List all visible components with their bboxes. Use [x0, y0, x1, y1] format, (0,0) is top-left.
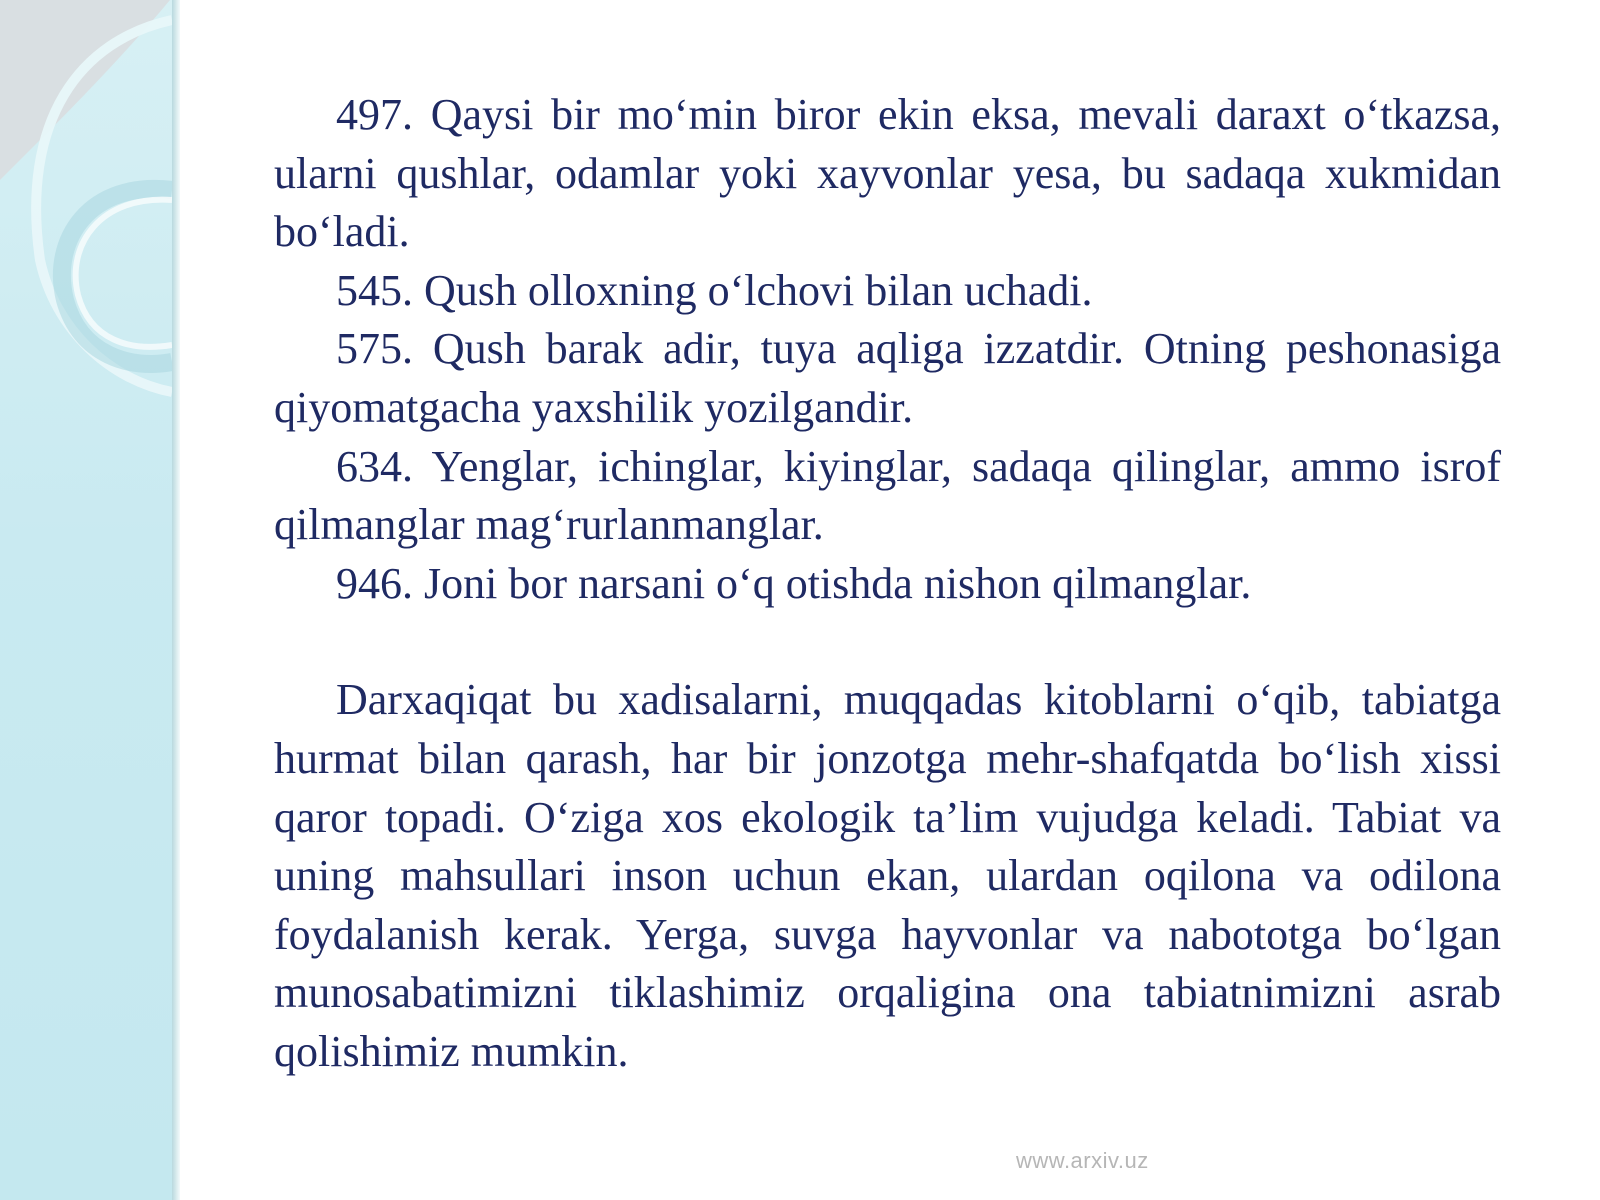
watermark-url: www.arxiv.uz	[1016, 1148, 1149, 1173]
conclusion-paragraph: Darxaqiqat bu xadisalarni, muqqadas kitoblarni o‘qib, tabiatga hurmat bilan qarash, har bir jonzotga mehr-shafqatda bo‘lish xissi qaror topadi. O‘ziga xos ekologik ta’lim vujudga keladi. Tabiat va uning mahsullari inson uchun ekan, ulardan oqilona va odilona foydalanish kerak. Yerga, suvga hayvonlar va nabototga bo‘lgan munosabatimizni tiklashimiz orqaligina ona tabiatnimizni asrab qolishimiz mumkin.	[274, 675, 1501, 1076]
hadith-497: 497. Qaysi bir mo‘min biror ekin eksa, mevali daraxt o‘tkazsa, ularni qushlar, odamlar yoki xayvonlar yesa, bu sadaqa xukmidan bo‘ladi.	[274, 90, 1501, 257]
decorative-sidebar	[0, 0, 172, 1200]
sidebar-divider	[172, 0, 180, 1200]
hadith-634: 634. Yenglar, ichinglar, kiyinglar, sadaqa qilinglar, ammo isrof qilmanglar mag‘rurlanmanglar.	[274, 441, 1501, 550]
hadith-946: 946. Joni bor narsani o‘q otishda nishon qilmanglar.	[336, 558, 1252, 608]
swirl-decoration	[0, 0, 172, 1200]
hadith-545: 545. Qush olloxning o‘lchovi bilan uchadi.	[336, 265, 1093, 315]
hadith-575: 575. Qush barak adir, tuya aqliga izzatdir. Otning peshonasiga qiyomatgacha yaxshilik yozilgandir.	[274, 324, 1501, 432]
slide-content	[274, 86, 1501, 1082]
